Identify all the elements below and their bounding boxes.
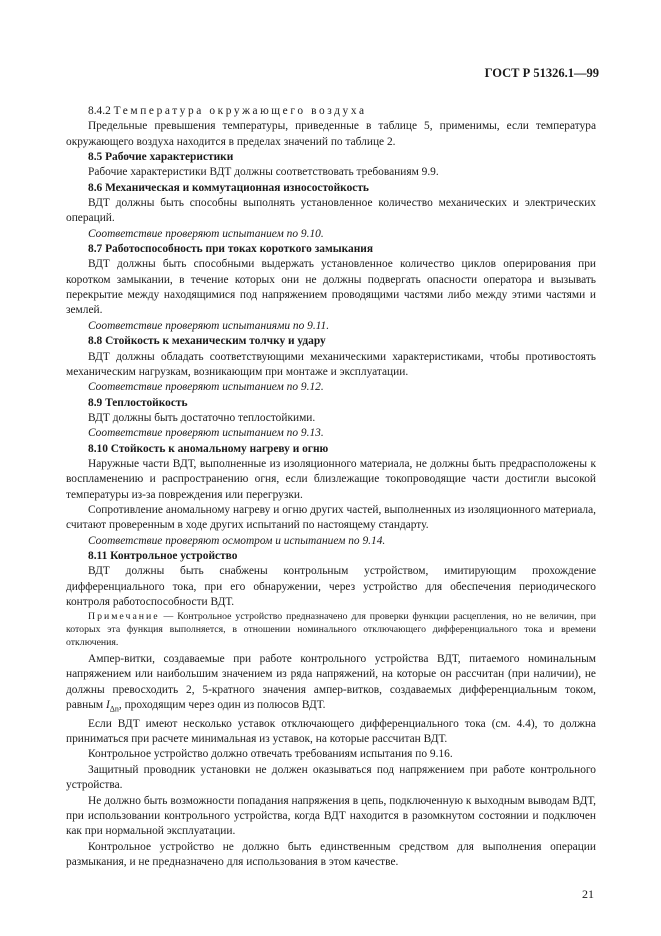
paragraph: Сопротивление аномальному нагреву и огню других частей, выполненных из изоляционного материала, считают проверенным в ходе других испытаний по настоящему стандарту. xyxy=(66,503,596,532)
subsection-title: Температура окружающего воздуха xyxy=(113,105,367,117)
paragraph: ВДТ должны быть достаточно теплостойкими. xyxy=(88,411,316,424)
section-heading-8-9: 8.9 Теплостойкость xyxy=(88,396,188,409)
paragraph: Контрольное устройство должно отвечать требованиям испытания по 9.16. xyxy=(88,748,453,761)
current-symbol: I xyxy=(105,699,110,712)
compliance-check: Соответствие проверяют осмотром и испытанием по 9.14. xyxy=(88,534,386,547)
section-heading-8-6: 8.6 Механическая и коммутационная износостойкость xyxy=(88,181,369,194)
compliance-check: Соответствие проверяют испытанием по 9.13. xyxy=(88,427,324,440)
section-heading-8-8: 8.8 Стойкость к механическим толчку и удару xyxy=(88,335,326,348)
subsection-heading-8-4-2 xyxy=(66,104,596,119)
page-number: 21 xyxy=(582,887,594,901)
paragraph: ВДТ должны быть способны выполнять установленное количество механических и электрических операций. xyxy=(66,197,596,225)
compliance-check: Соответствие проверяют испытаниями по 9.11. xyxy=(88,319,330,332)
compliance-check: Соответствие проверяют испытанием по 9.12. xyxy=(88,381,324,394)
paragraph-text: Ампер-витки, создаваемые при работе контрольного устройства ВДТ, питаемого номинальным напряжением или наибольшим значением из ряда напряжений, на которые он рассчитан (при наличии), не должны превосходить 2, 5-кратного значения ампер-витков, создаваемых дифференциальным током, равным xyxy=(66,653,596,712)
paragraph: Не должно быть возможности попадания напряжения в цепь, подключенную к выходным выводам ВДТ, при использовании контрольного устройства, когда ВДТ находится в разомкнутом состоянии и подключен как при нормальной эксплуатации. xyxy=(66,794,596,838)
note xyxy=(66,611,596,649)
document-header: ГОСТ Р 51326.1—99 xyxy=(484,66,599,80)
section-heading-8-7: 8.7 Работоспособность при токах короткого замыкания xyxy=(88,243,374,256)
subsection-number: 8.4.2 xyxy=(88,105,111,117)
paragraph: Рабочие характеристики ВДТ должны соответствовать требованиям 9.9. xyxy=(88,166,439,179)
paragraph: Защитный проводник установки не должен оказываться под напряжением при работе контрольного устройства. xyxy=(66,763,596,792)
paragraph-text: , проходящим через один из полюсов ВДТ. xyxy=(118,699,326,712)
section-heading-8-11: 8.11 Контрольное устройство xyxy=(88,549,238,562)
note-text: — Контрольное устройство предназначено для проверки функции расцепления, но не величин, при которых эта функция выполняется, в отношении номинального отключающего дифференциального тока и времени отключения. xyxy=(66,611,596,648)
compliance-check: Соответствие проверяют испытанием по 9.10. xyxy=(88,227,324,240)
paragraph: ВДТ должны быть способными выдержать установленное количество циклов оперирования при коротком замыкании, в течение которых они не должны подвергать опасности оператора и вызывать перекрытие между находящимися под напряжением проводящими частями либо между этими частями и землей. xyxy=(66,258,596,317)
paragraph: Наружные части ВДТ, выполненные из изоляционного материала, не должны быть предрасположены к воспламенению и распространению огня, если близлежащие токопроводящие части достигли высокой температуры из-за повреждения или перегрузки. xyxy=(66,457,596,501)
current-subscript: Δn xyxy=(109,704,119,714)
paragraph-with-formula xyxy=(66,652,596,717)
note-label: Примечание xyxy=(88,611,160,623)
paragraph: ВДТ должны обладать соответствующими механическими характеристиками, чтобы противостоять механическим нагрузкам, возникающим при монтаже и эксплуатации. xyxy=(66,350,596,378)
paragraph: Контрольное устройство не должно быть единственным средством для выполнения операции размыкания, и не предназначено для использования в этом качестве. xyxy=(66,840,596,868)
page-content xyxy=(66,104,596,870)
paragraph: ВДТ должны быть снабжены контрольным устройством, имитирующим прохождение дифференциального тока, при его обнаружении, через устройство для обеспечения периодического контроля работоспособности ВДТ. xyxy=(66,565,596,608)
section-heading-8-5: 8.5 Рабочие характеристики xyxy=(88,151,234,164)
paragraph: Предельные превышения температуры, приведенные в таблице 5, применимы, если температура окружающего воздуха находится в пределах значений по таблице 2. xyxy=(66,120,596,148)
section-heading-8-10: 8.10 Стойкость к аномальному нагреву и огню xyxy=(88,442,329,455)
paragraph: Если ВДТ имеют несколько уставок отключающего дифференциального тока (см. 4.4), то должна приниматься при расчете минимальная из уставок, на которые рассчитан ВДТ. xyxy=(66,717,596,746)
